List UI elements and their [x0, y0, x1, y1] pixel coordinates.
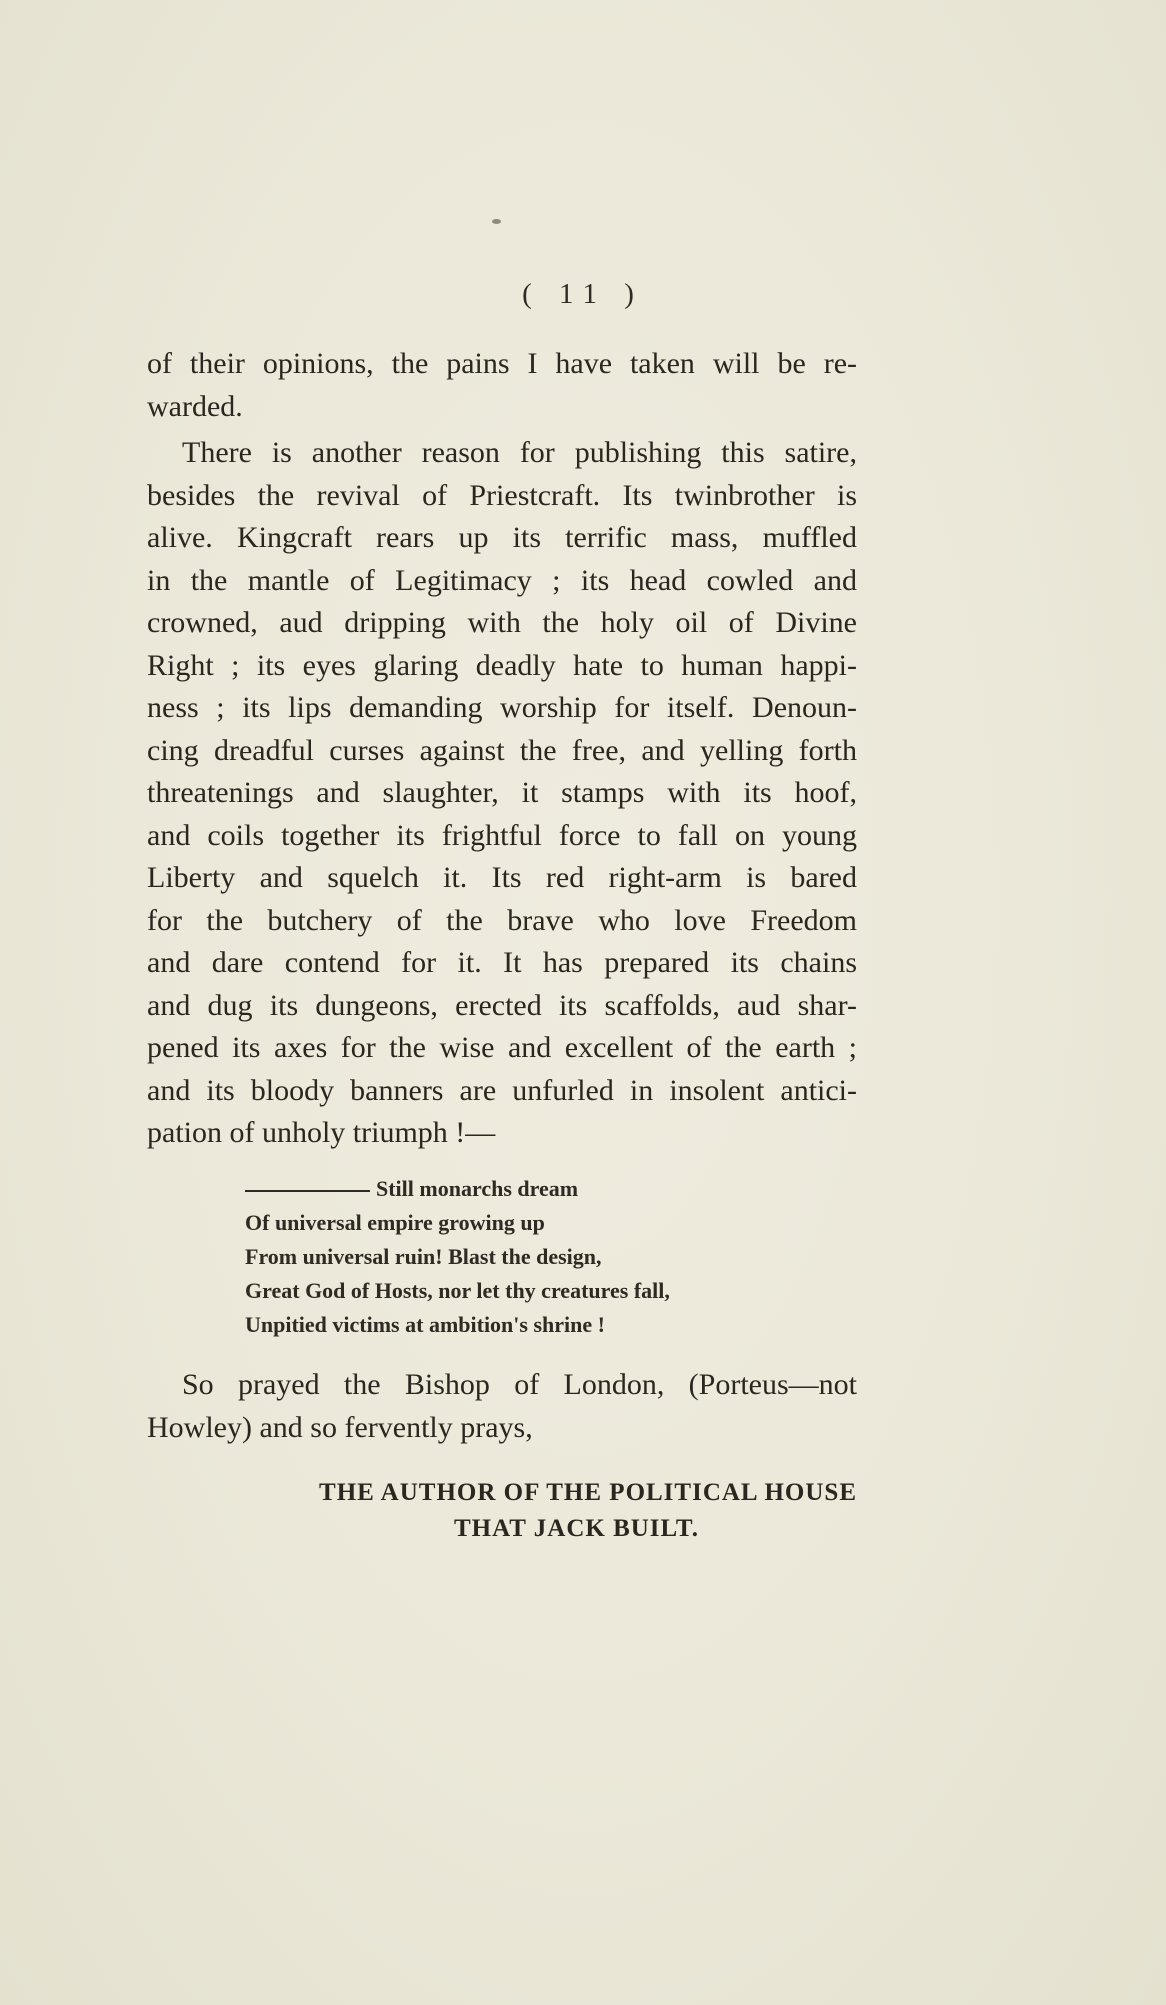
text-line: pation of unholy triumph !—: [147, 1116, 496, 1149]
text-line: cing dreadful curses against the free, and yelling forth: [147, 733, 857, 767]
text-line: There is another reason for publishing this satire,: [182, 436, 857, 469]
verse-line: Unpitied victims at ambition's shrine !: [245, 1312, 605, 1337]
verse-first-line-text: Still monarchs dream: [376, 1176, 579, 1201]
text-line: warded.: [147, 389, 243, 423]
paragraph-3: [147, 1364, 857, 1449]
signature-line: THAT JACK BUILT.: [453, 1515, 699, 1542]
page-number: ( 11 ): [522, 278, 644, 310]
signature-line: THE AUTHOR OF THE POLITICAL HOUSE: [319, 1479, 857, 1506]
verse-line: From universal ruin! Blast the design,: [245, 1244, 602, 1269]
text-line: and coils together its frightful force to fall on young: [147, 818, 857, 852]
text-line: alive. Kingcraft rears up its terrific mass, muffled: [147, 521, 857, 554]
text-line: crowned, aud dripping with the holy oil of Divine: [147, 606, 857, 639]
paragraph-1: [147, 343, 857, 428]
text-line: of their opinions, the pains I have taken will be re-: [147, 347, 857, 380]
text-line: ness ; its lips demanding worship for itself. Denoun-: [147, 691, 857, 724]
text-line: in the mantle of Legitimacy ; its head cowled and: [147, 563, 857, 597]
text-line: and its bloody banners are unfurled in insolent antici-: [147, 1073, 857, 1107]
verse-dash: [245, 1190, 370, 1192]
text-line: Howley) and so fervently prays,: [147, 1410, 533, 1444]
ink-speck: [492, 219, 501, 224]
verse-line: Great God of Hosts, nor let thy creatures fall,: [245, 1278, 670, 1303]
verse-line: Of universal empire growing up: [245, 1210, 545, 1235]
text-line: for the butchery of the brave who love Freedom: [147, 903, 857, 937]
text-line: and dug its dungeons, erected its scaffolds, aud shar-: [147, 988, 857, 1022]
text-line: and dare contend for it. It has prepared its chains: [147, 946, 857, 979]
text-line: Right ; its eyes glaring deadly hate to human happi-: [147, 648, 857, 682]
verse-quotation: [245, 1172, 785, 1342]
text-line: So prayed the Bishop of London, (Porteus—not: [182, 1368, 857, 1401]
paragraph-2: [147, 432, 857, 1155]
text-line: besides the revival of Priestcraft. Its twinbrother is: [147, 478, 857, 512]
verse-line: [245, 1172, 785, 1206]
text-line: Liberty and squelch it. Its red right-arm is bared: [147, 861, 857, 894]
author-signature: [147, 1475, 857, 1547]
text-line: pened its axes for the wise and excellent of the earth ;: [147, 1031, 857, 1064]
text-line: threatenings and slaughter, it stamps with its hoof,: [147, 776, 857, 809]
